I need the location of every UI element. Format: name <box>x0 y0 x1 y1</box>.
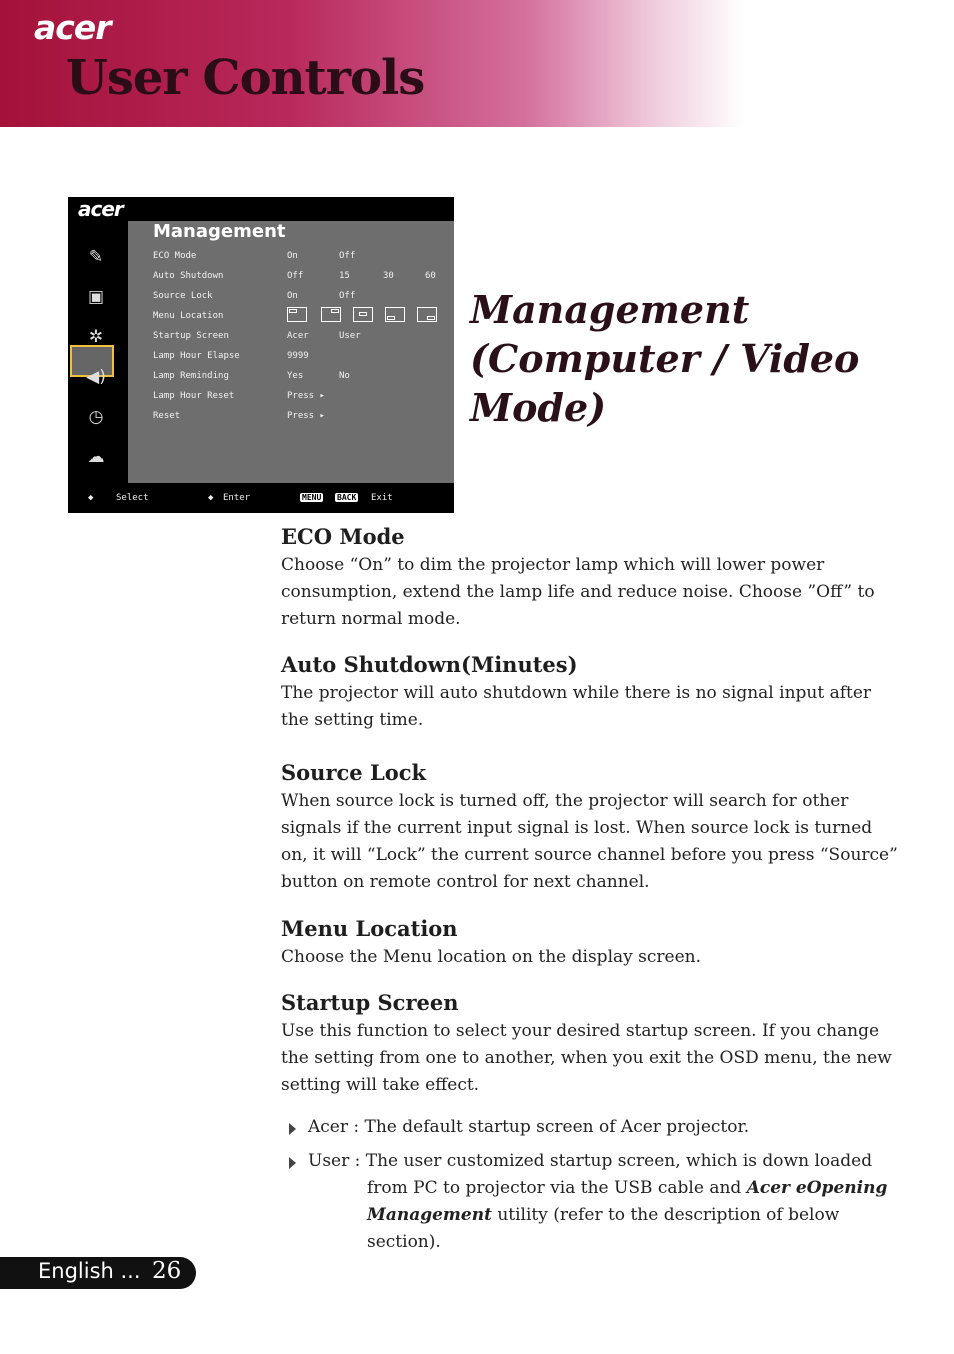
osd-row-label: Lamp Hour Elapse <box>153 351 240 361</box>
menu-location-center-icon <box>353 307 373 322</box>
osd-row-label: Source Lock <box>153 291 213 301</box>
color-icon: ✎ <box>88 247 104 267</box>
osd-select-label: Select <box>116 493 149 503</box>
bullet-arrow-icon <box>289 1157 296 1169</box>
header-banner <box>0 0 954 127</box>
acer-logo: acer <box>34 8 111 47</box>
osd-row-value: Yes <box>287 371 304 381</box>
language-icon: ☁ <box>87 447 105 467</box>
osd-row-startup-screen <box>153 331 453 345</box>
osd-row-menu-location <box>153 311 453 325</box>
timer-icon: ◷ <box>88 407 104 427</box>
menu-location-top-left-icon <box>287 307 307 322</box>
source-lock-body: When source lock is turned off, the projector will search for other signals if the current input signal is lost. When source lock is turned on, it will “Lock” the current source channel before you press “Source” button on remote control for next channel. <box>281 791 898 892</box>
osd-row-source-lock <box>153 291 453 305</box>
auto-shutdown-body: The projector will auto shutdown while there is no signal input after the setting time. <box>281 683 872 730</box>
osd-back-key: BACK <box>337 493 357 502</box>
select-arrows-icon: ◆ <box>88 493 94 503</box>
osd-row-value: Off <box>339 251 356 261</box>
osd-menu-key: MENU <box>302 493 322 502</box>
source-lock-section <box>281 760 901 896</box>
startup-screen-heading: Startup Screen <box>281 990 459 1015</box>
osd-title: Management <box>153 221 286 242</box>
osd-row-value: Off <box>339 291 356 301</box>
osd-row-value: On <box>287 251 298 261</box>
osd-row-value: Press ▸ <box>287 411 325 421</box>
osd-row-label: Auto Shutdown <box>153 271 224 281</box>
osd-sidebar <box>68 221 128 483</box>
osd-row-label: Startup Screen <box>153 331 229 341</box>
osd-row-label: ECO Mode <box>153 251 197 261</box>
menu-location-section <box>281 916 901 971</box>
page-title: User Controls <box>66 50 425 106</box>
section-title: Management (Computer / Video Mode) <box>470 287 860 430</box>
osd-row-value: User <box>339 331 361 341</box>
osd-enter-label: Enter <box>223 493 251 503</box>
startup-user-text-a: User : The user customized startup screen, which is down loaded from PC to projector via the USB cable and <box>308 1151 873 1198</box>
osd-row-value: No <box>339 371 350 381</box>
osd-row-value: 60 <box>425 271 436 281</box>
osd-row-value: Press ▸ <box>287 391 325 401</box>
enter-arrow-icon: ◆ <box>208 493 214 503</box>
startup-user-text-b: utility (refer to the description of below section). <box>367 1205 840 1252</box>
auto-shutdown-heading: Auto Shutdown(Minutes) <box>281 652 578 677</box>
osd-exit-label: Exit <box>371 493 393 503</box>
osd-row-value: 9999 <box>287 351 309 361</box>
osd-acer-logo: acer <box>78 197 123 221</box>
osd-row-label: Reset <box>153 411 181 421</box>
acer-eopening-management: Acer eOpening Management <box>367 1178 888 1225</box>
osd-row-lamp-hour-elapse <box>153 351 453 365</box>
eco-mode-body: Choose “On” to dim the projector lamp which will lower power consumption, extend the lamp life and reduce noise. Choose ”Off” to return normal mode. <box>281 555 875 629</box>
auto-shutdown-section <box>281 652 901 734</box>
osd-row-value: On <box>287 291 298 301</box>
image-icon: ▣ <box>87 287 105 307</box>
menu-location-heading: Menu Location <box>281 916 458 941</box>
osd-row-value: Acer <box>287 331 309 341</box>
osd-row-label: Lamp Hour Reset <box>153 391 235 401</box>
osd-menu-screenshot <box>68 197 454 513</box>
page-number: 26 <box>152 1258 182 1284</box>
osd-row-reset <box>153 411 453 425</box>
menu-location-bottom-right-icon <box>417 307 437 322</box>
audio-icon: ◀) <box>86 367 106 387</box>
osd-row-auto-shutdown <box>153 271 453 285</box>
osd-row-value: 15 <box>339 271 350 281</box>
menu-location-top-right-icon <box>321 307 341 322</box>
osd-footer <box>68 491 454 507</box>
osd-row-label: Lamp Reminding <box>153 371 229 381</box>
osd-row-label: Menu Location <box>153 311 224 321</box>
startup-screen-body: Use this function to select your desired startup screen. If you change the setting from one to another, when you exit the OSD menu, the new setting will take effect. <box>281 1021 892 1095</box>
startup-acer-text: Acer : The default startup screen of Acer projector. <box>308 1117 750 1137</box>
osd-row-value: 30 <box>383 271 394 281</box>
osd-panel <box>128 221 454 483</box>
source-lock-heading: Source Lock <box>281 760 427 785</box>
eco-mode-heading: ECO Mode <box>281 524 405 549</box>
management-icon: ✲ <box>88 327 104 347</box>
osd-row-lamp-reminding <box>153 371 453 385</box>
eco-mode-section <box>281 524 901 633</box>
osd-row-value: Off <box>287 271 304 281</box>
startup-screen-section <box>281 990 901 1099</box>
osd-row-lamp-hour-reset <box>153 391 453 405</box>
menu-location-body: Choose the Menu location on the display screen. <box>281 947 701 967</box>
bullet-arrow-icon <box>289 1123 296 1135</box>
startup-user-text <box>308 1148 898 1256</box>
menu-location-bottom-left-icon <box>385 307 405 322</box>
footer-language: English ... <box>38 1259 141 1283</box>
osd-row-eco-mode <box>153 251 453 265</box>
